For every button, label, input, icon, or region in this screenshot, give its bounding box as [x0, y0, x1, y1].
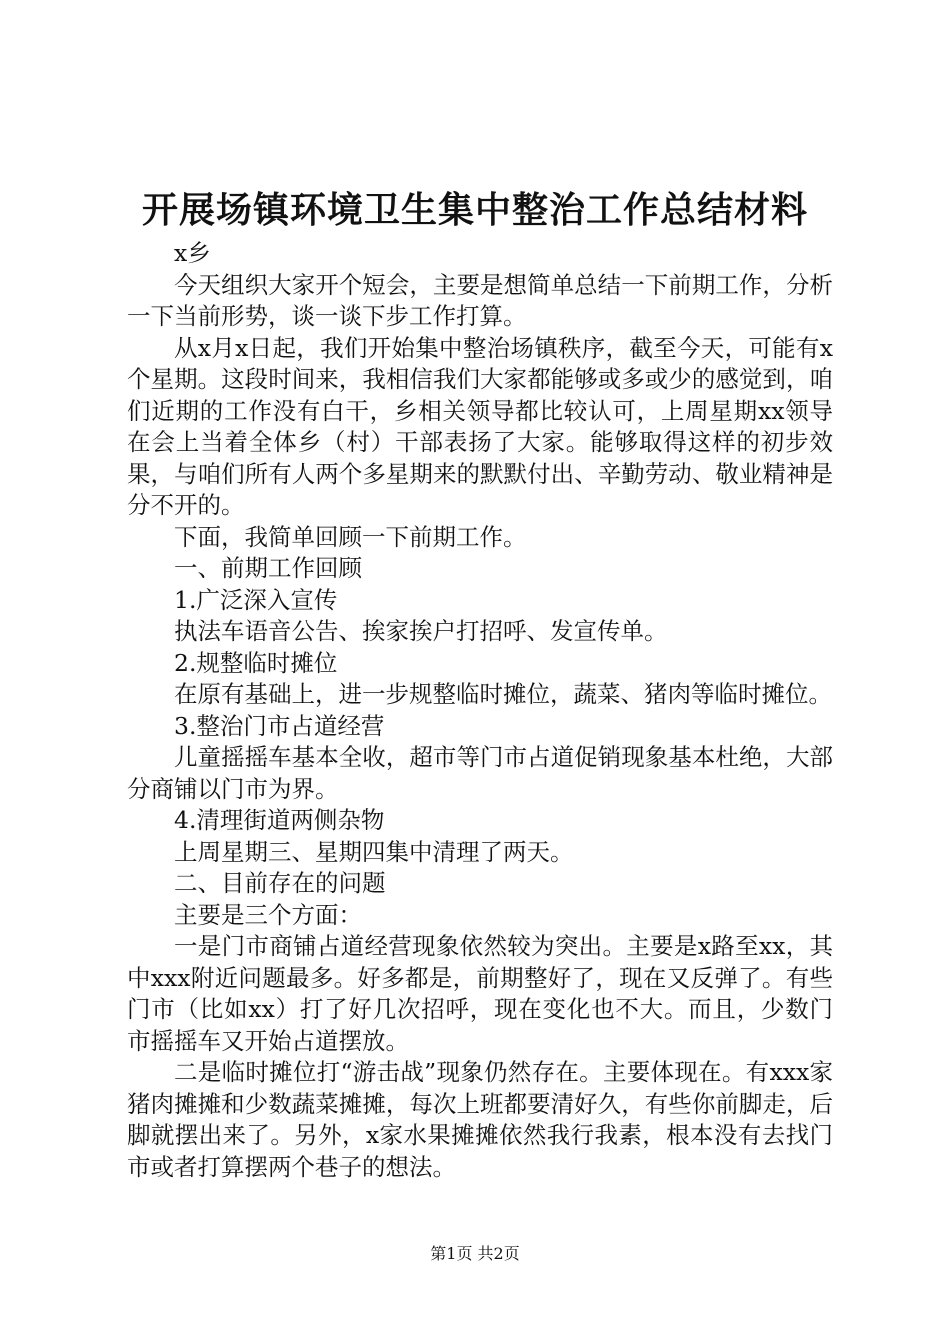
- paragraph-cleanup: 上周星期三、星期四集中清理了两天。: [174, 837, 574, 866]
- subheading-storefronts: 3.整治门市占道经营: [174, 711, 385, 740]
- paragraph-problems-intro: 主要是三个方面：: [174, 900, 362, 929]
- document-body: [127, 238, 833, 1183]
- page-footer: 第1页 共2页: [430, 1244, 520, 1263]
- paragraph-township: x乡: [174, 239, 211, 267]
- subheading-cleanup: 4.清理街道两侧杂物: [174, 806, 385, 834]
- subheading-stalls: 2.规整临时摊位: [174, 648, 338, 677]
- paragraph-intro: 今天组织大家开个短会，主要是想简单总结一下前期工作，分析一下当前形势，谈一谈下步工作打算。: [127, 270, 833, 330]
- paragraph-publicity: 执法车语音公告、挨家挨户打招呼、发宣传单。: [174, 617, 668, 645]
- paragraph-stalls: 在原有基础上，进一步规整临时摊位，蔬菜、猪肉等临时摊位。: [174, 680, 832, 708]
- subheading-publicity: 1.广泛深入宣传: [174, 585, 338, 614]
- paragraph-storefronts: 儿童摇摇车基本全收，超市等门市占道促销现象基本杜绝，大部分商铺以门市为界。: [127, 743, 833, 803]
- paragraph-problem-two: 二是临时摊位打“游击战”现象仍然存在。主要体现在。有xxx家猪肉摊摊和少数蔬菜摊摊，每次上班都要清好久，有些你前脚走，后脚就摆出来了。另外，x家水果摊摊依然我行我素，根本没有去找门市或者打算摆两个巷子的想法。: [127, 1058, 833, 1181]
- paragraph-review-intro: 下面，我简单回顾一下前期工作。: [174, 522, 527, 551]
- document-title: 开展场镇环境卫生集中整治工作总结材料: [141, 189, 808, 231]
- paragraph-problem-one: 一是门市商铺占道经营现象依然较为突出。主要是x路至xx，其中xxx附近问题最多。好多都是，前期整好了，现在又反弹了。有些门市（比如xx）打了好几次招呼，现在变化也不大。而且，少数门市摇摇车又开始占道摆放。: [127, 932, 833, 1055]
- section-heading-problems: 二、目前存在的问题: [174, 869, 386, 897]
- section-heading-review: 一、前期工作回顾: [174, 554, 362, 582]
- paragraph-progress: 从x月x日起，我们开始集中整治场镇秩序，截至今天，可能有x个星期。这段时间来，我相信我们大家都能够或多或少的感觉到，咱们近期的工作没有白干，乡相关领导都比较认可，上周星期xx领导在会上当着全体乡（村）干部表扬了大家。能够取得这样的初步效果，与咱们所有人两个多星期来的默默付出、辛勤劳动、敬业精神是分不开的。: [127, 333, 833, 519]
